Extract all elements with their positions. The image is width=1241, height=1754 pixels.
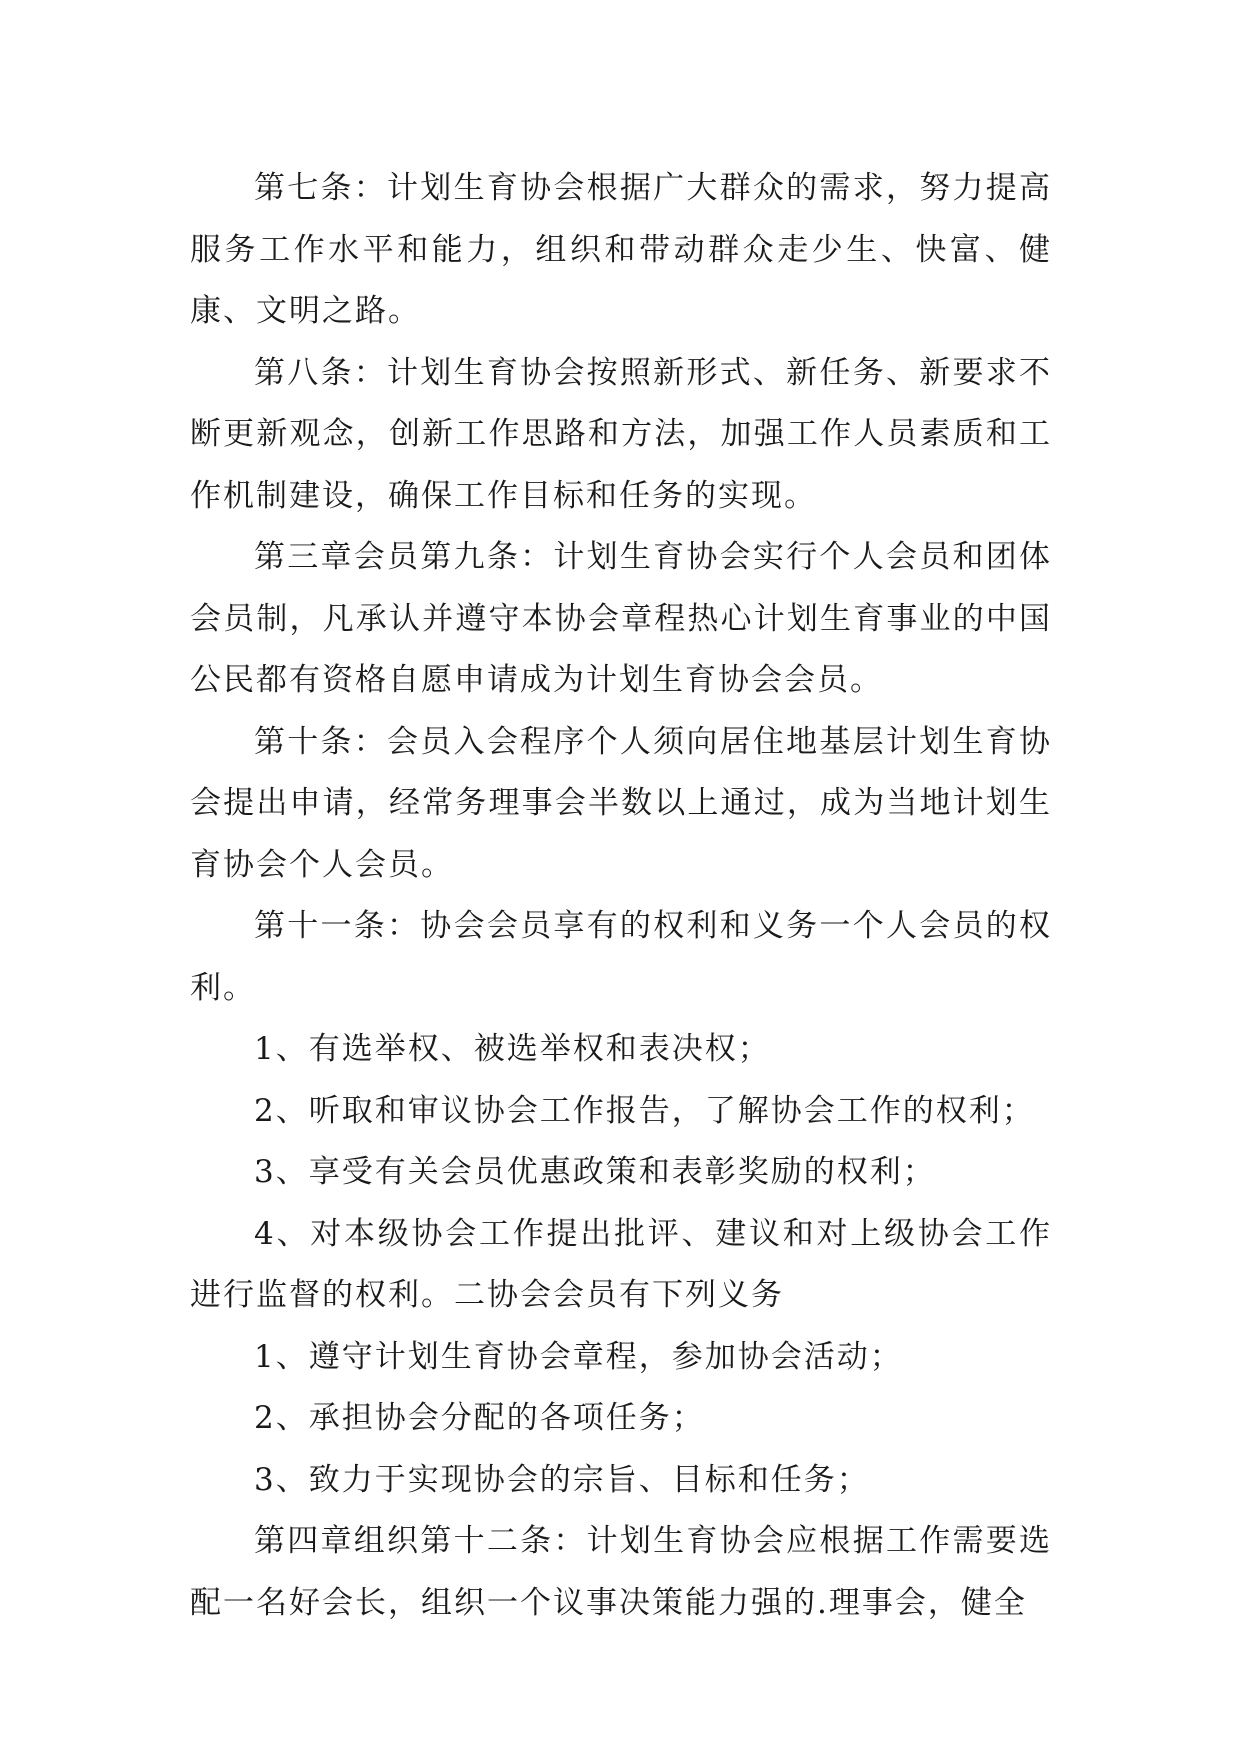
paragraph-article-8: 第八条：计划生育协会按照新形式、新任务、新要求不断更新观念，创新工作思路和方法，加强工作人员素质和工作机制建设，确保工作目标和任务的实现。 xyxy=(190,354,1052,514)
paragraph-article-10: 第十条：会员入会程序个人须向居住地基层计划生育协会提出申请，经常务理事会半数以上通过，成为当地计划生育协会个人会员。 xyxy=(190,723,1052,883)
list-item-duty-1: 1、遵守计划生育协会章程，参加协会活动； xyxy=(254,1338,903,1375)
document-body xyxy=(190,158,1052,1634)
list-item-right-2: 2、听取和审议协会工作报告，了解协会工作的权利； xyxy=(254,1092,1035,1129)
paragraph-article-12: 第四章组织第十二条：计划生育协会应根据工作需要选配一名好会长，组织一个议事决策能力强的.理事会，健全 xyxy=(190,1523,1052,1621)
paragraph-article-7: 第七条：计划生育协会根据广大群众的需求，努力提高服务工作水平和能力，组织和带动群众走少生、快富、健康、文明之路。 xyxy=(190,170,1052,329)
paragraph-article-11: 第十一条：协会会员享有的权利和义务一个人会员的权利。 xyxy=(190,908,1052,1006)
paragraph-article-9: 第三章会员第九条：计划生育协会实行个人会员和团体会员制，凡承认并遵守本协会章程热心计划生育事业的中国公民都有资格自愿申请成为计划生育协会会员。 xyxy=(190,539,1052,698)
list-item-duty-2: 2、承担协会分配的各项任务； xyxy=(254,1400,705,1436)
list-item-right-4: 4、对本级协会工作提出批评、建议和对上级协会工作进行监督的权利。二协会会员有下列义务 xyxy=(190,1215,1052,1313)
list-item-duty-3: 3、致力于实现协会的宗旨、目标和任务； xyxy=(254,1461,870,1498)
list-item-right-1: 1、有选举权、被选举权和表决权； xyxy=(254,1031,771,1067)
list-item-right-3: 3、享受有关会员优惠政策和表彰奖励的权利； xyxy=(254,1154,936,1190)
